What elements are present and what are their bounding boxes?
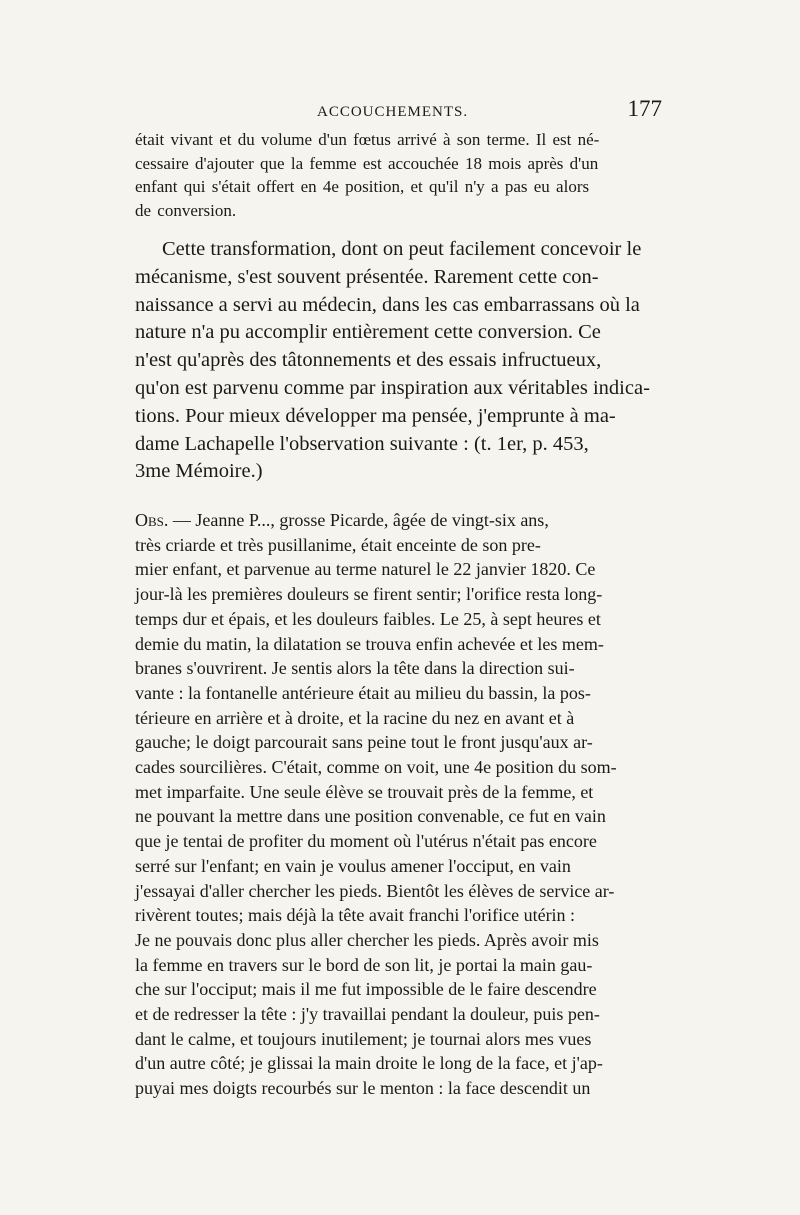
text-line: enfant qui s'était offert en 4e position, et qu'il n'y a pas eu alors [135,177,590,196]
text-line: de conversion. [135,200,237,220]
text-line: Je ne pouvais donc plus aller chercher les pieds. Après avoir mis [135,929,599,950]
text-line: cades sourcilières. C'était, comme on voit, une 4e position du som- [135,757,617,778]
text-line: d'un autre côté; je glissai la main droite le long de la face, et j'ap- [135,1053,603,1074]
text-line: la femme en travers sur le bord de son lit, je portai la main gau- [135,954,593,975]
text-line: j'essayai d'aller chercher les pieds. Bientôt les élèves de service ar- [135,880,615,901]
page-number: 177 [627,96,662,121]
text-line: jour-là les premières douleurs se firent sentir; l'orifice resta long- [135,584,603,605]
text-line: puyai mes doigts recourbés sur le menton : la face descendit un [135,1078,591,1099]
paragraph-transformation [135,236,670,486]
text-line: était vivant et du volume d'un fœtus arrivé à son terme. Il est né- [135,130,600,149]
text-line: demie du matin, la dilatation se trouva enfin achevée et les mem- [135,633,604,654]
text-line: serré sur l'enfant; en vain je voulus amener l'occiput, en vain [135,855,571,876]
text-line: temps dur et épais, et les douleurs faibles. Le 25, à sept heures et [135,608,601,629]
text-line: mécanisme, s'est souvent présentée. Rarement cette con- [135,265,599,288]
text-line: dant le calme, et toujours inutilement; je tournai alors mes vues [135,1028,592,1049]
text-line: naissance a servi au médecin, dans les cas embarrassans où la [135,293,640,316]
text-line: qu'on est parvenu comme par inspiration aux véritables indica- [135,376,650,399]
text-line: et de redresser la tête : j'y travaillai pendant la douleur, puis pen- [135,1004,600,1025]
page-header [135,96,670,128]
text-line: n'est qu'après des tâtonnements et des essais infructueux, [135,349,602,372]
text-line: mier enfant, et parvenue au terme naturel le 22 janvier 1820. Ce [135,559,596,580]
text-line: met imparfaite. Une seule élève se trouvait près de la femme, et [135,781,594,802]
text-line: très criarde et très pusillanime, était enceinte de son pre- [135,534,541,555]
text-line: térieure en arrière et à droite, et la racine du nez en avant et à [135,707,575,728]
text-line: 3me Mémoire.) [135,460,263,483]
text-line: Cette transformation, dont on peut facilement concevoir le [162,238,642,260]
paragraph-case-continuation [135,128,670,222]
text-line: tions. Pour mieux développer ma pensée, j'emprunte à ma- [135,404,616,427]
paragraph-observation [135,508,670,1101]
text-line: branes s'ouvrirent. Je sentis alors la tête dans la direction sui- [135,658,575,679]
text-line: dame Lachapelle l'observation suivante : (t. 1er, p. 453, [135,432,589,455]
text-line [135,508,670,533]
text-line: cessaire d'ajouter que la femme est accouchée 18 mois après d'un [135,153,599,173]
text-line: gauche; le doigt parcourait sans peine tout le front jusqu'aux ar- [135,732,593,753]
text-line-rest: — Jeanne P..., grosse Picarde, âgée de vingt-six ans, [172,510,549,530]
text-line: rivèrent toutes; mais déjà la tête avait franchi l'orifice utérin : [135,905,576,926]
running-head: ACCOUCHEMENTS. [317,104,469,120]
text-line: vante : la fontanelle antérieure était au milieu du bassin, la pos- [135,682,591,703]
text-line: nature n'a pu accomplir entièrement cette conversion. Ce [135,321,601,344]
observation-label: Obs. [135,510,169,530]
text-line: que je tentai de profiter du moment où l'utérus n'était pas encore [135,831,597,852]
text-line: ne pouvant la mettre dans une position convenable, ce fut en vain [135,806,606,827]
text-line: che sur l'occiput; mais il me fut impossible de le faire descendre [135,979,597,1000]
